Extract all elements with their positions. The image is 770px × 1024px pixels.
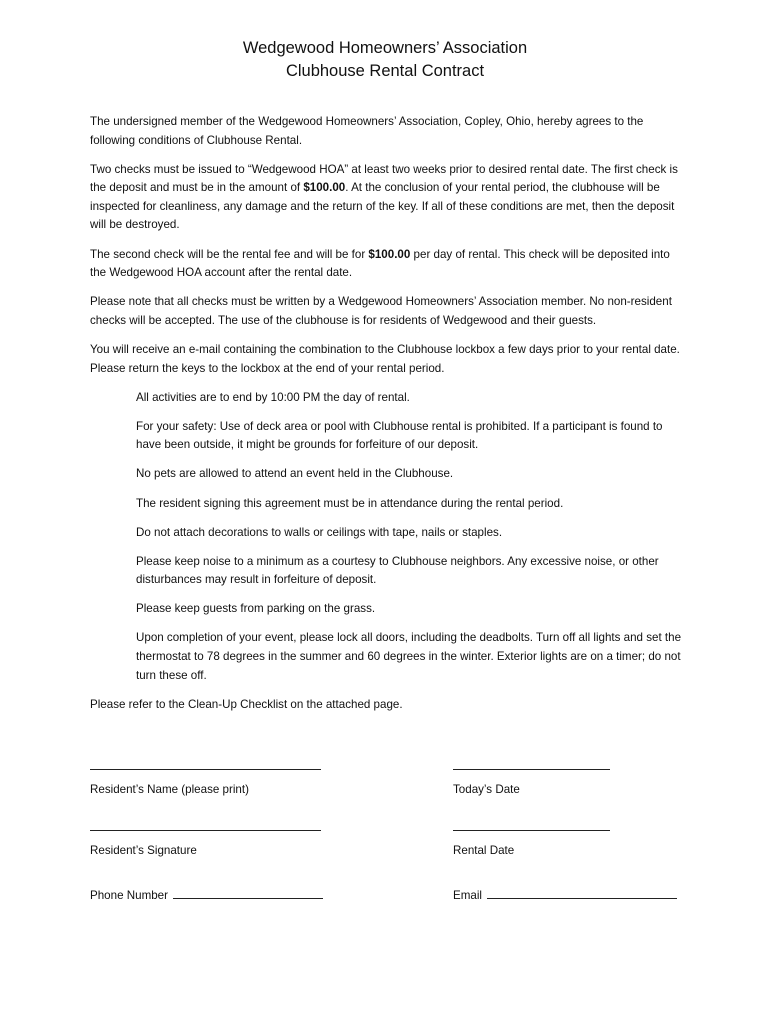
rental-date-label: Rental Date [453,844,515,857]
rule-item: Do not attach decorations to walls or ceilings with tape, nails or staples. [136,525,503,539]
fee-text-b: per day of rental. This check will be deposited into the Wedgewood HOA account after the rental date. [90,247,670,280]
checks-text-a: Two checks must be issued to “Wedgewood HOA” at least two weeks prior to desired rental date. The first check is the deposit and must be in the amount of [90,162,678,195]
todays-date-line[interactable] [453,769,610,770]
rule-item: The resident signing this agreement must be in attendance during the rental period. [136,496,564,510]
fee-paragraph [90,246,686,283]
phone-field [90,886,323,904]
rental-date-line[interactable] [453,830,610,831]
rule-item: Please keep noise to a minimum as a courtesy to Clubhouse neighbors. Any excessive noise, or other disturbances may result in forfeiture of deposit. [136,554,659,587]
email-field [453,886,677,904]
email-label: Email [453,889,482,902]
resident-signature-label: Resident’s Signature [90,844,197,857]
resident-signature-line[interactable] [90,830,321,831]
rule-item: For your safety: Use of deck area or pool with Clubhouse rental is prohibited. If a participant is found to have been outside, it might be grounds for forfeiture of our deposit. [136,419,663,452]
rule-item: Please keep guests from parking on the grass. [136,602,376,616]
todays-date-label: Today’s Date [453,783,520,796]
rule-item: Upon completion of your event, please lock all doors, including the deadbolts. Turn off all lights and set the thermostat to 78 degrees in the summer and 60 degrees in the winter. Exterior lights are on a timer; do not turn these off. [136,631,682,682]
title-line-2: Clubhouse Rental Contract [285,62,485,80]
resident-name-label: Resident’s Name (please print) [90,783,249,796]
phone-input-line[interactable] [173,886,323,899]
closing-paragraph: Please refer to the Clean-Up Checklist on the attached page. [90,697,403,711]
intro-paragraph: The undersigned member of the Wedgewood Homeowners’ Association, Copley, Ohio, hereby agrees to the following conditions of Clubhouse Rental. [90,115,644,147]
document-title [0,37,770,83]
members-paragraph: Please note that all checks must be written by a Wedgewood Homeowners’ Association member. No non-resident checks will be accepted. The use of the clubhouse is for residents of Wedgewood and their guests. [90,295,672,327]
document-body [90,113,686,725]
fee-amount: $100.00 [368,247,411,261]
checks-paragraph [90,161,686,235]
title-line-1: Wedgewood Homeowners’ Association [242,39,528,57]
phone-label: Phone Number [90,889,168,902]
deposit-amount: $100.00 [303,181,346,195]
email-paragraph: You will receive an e-mail containing the combination to the Clubhouse lockbox a few days prior to your rental date. Please return the keys to the lockbox at the end of your rental period. [90,342,680,375]
rule-item: No pets are allowed to attend an event held in the Clubhouse. [136,467,454,481]
rule-item: All activities are to end by 10:00 PM the day of rental. [136,390,410,404]
fee-text-a: The second check will be the rental fee and will be for [90,247,369,261]
checks-text-b: . At the conclusion of your rental period, the clubhouse will be inspected for cleanliness, any damage and the return of the key. If all of these conditions are met, then the deposit will be destroyed. [90,181,675,232]
email-input-line[interactable] [487,886,677,899]
resident-name-line[interactable] [90,769,321,770]
